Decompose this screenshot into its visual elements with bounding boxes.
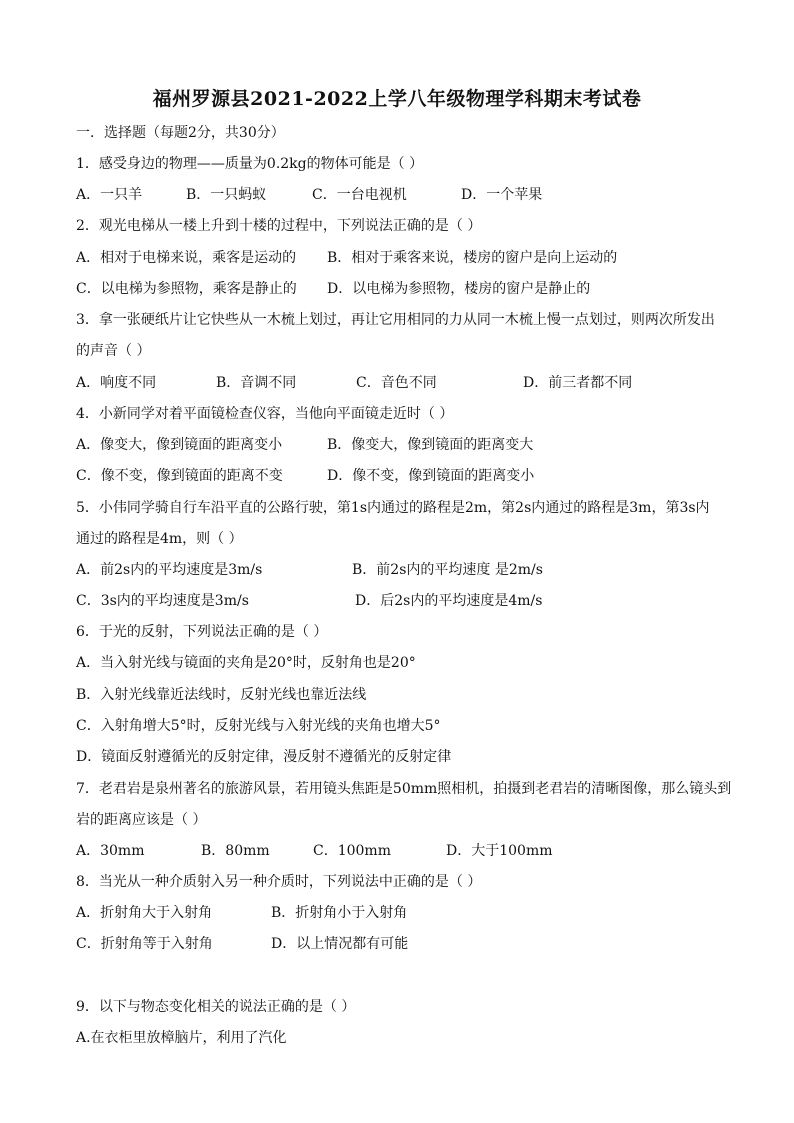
question-1-stem: 1．感受身边的物理——质量为0.2kg的物体可能是（ ） [76, 156, 424, 172]
question-5-stem-line-1: 5．小伟同学骑自行车沿平直的公路行驶，第1s内通过的路程是2m，第2s内通过的路程是3m，第3s内 [76, 500, 710, 516]
question-1-option-a[interactable]: A．一只羊 [76, 187, 143, 203]
question-2-option-b[interactable]: B．相对于乘客来说，楼房的窗户是向上运动的 [327, 250, 618, 266]
question-1-option-b[interactable]: B．一只蚂蚁 [186, 187, 267, 203]
question-7-option-c[interactable]: C．100mm [313, 843, 391, 859]
question-7-option-b[interactable]: B．80mm [201, 843, 270, 859]
question-2-stem: 2．观光电梯从一楼上升到十楼的过程中，下列说法正确的是（ ） [76, 218, 482, 234]
question-8-option-a[interactable]: A．折射角大于入射角 [76, 905, 213, 921]
question-3-stem-line-1: 3．拿一张硬纸片让它快些从一木梳上划过，再让它用相同的力从同一木梳上慢一点划过，则两次所发出 [76, 312, 715, 328]
question-3-option-b[interactable]: B．音调不同 [216, 375, 297, 391]
question-4-option-b[interactable]: B．像变大，像到镜面的距离变大 [327, 437, 534, 453]
question-4-option-c[interactable]: C．像不变，像到镜面的距离不变 [76, 468, 283, 484]
question-6-option-a[interactable]: A．当入射光线与镜面的夹角是20°时，反射角也是20° [76, 655, 416, 671]
question-9-option-a[interactable]: A.在衣柜里放樟脑片，利用了汽化 [76, 1030, 287, 1046]
question-5-stem-line-2: 通过的路程是4m，则（ ） [76, 531, 243, 547]
question-8-option-c[interactable]: C．折射角等于入射角 [76, 936, 213, 952]
question-4-option-d[interactable]: D．像不变，像到镜面的距离变小 [327, 468, 535, 484]
question-1-option-c[interactable]: C．一台电视机 [312, 187, 407, 203]
question-6-option-b[interactable]: B．入射光线靠近法线时，反射光线也靠近法线 [76, 687, 367, 703]
question-2-option-d[interactable]: D．以电梯为参照物，楼房的窗户是静止的 [327, 281, 591, 297]
question-5-option-b[interactable]: B．前2s内的平均速度 是2m/s [352, 562, 543, 578]
question-3-stem-line-2: 的声音（ ） [76, 343, 151, 359]
question-6-stem: 6．于光的反射，下列说法正确的是（ ） [76, 624, 328, 640]
question-3-option-d[interactable]: D．前三者都不同 [523, 375, 633, 391]
exam-title: 福州罗源县2021-2022上学八年级物理学科期末考试卷 [152, 88, 642, 110]
question-4-stem: 4．小新同学对着平面镜检查仪容，当他向平面镜走近时（ ） [76, 406, 454, 422]
question-8-stem: 8．当光从一种介质射入另一种介质时，下列说法中正确的是（ ） [76, 874, 482, 890]
question-6-option-c[interactable]: C．入射角增大5°时，反射光线与入射光线的夹角也增大5° [76, 718, 441, 734]
question-2-option-a[interactable]: A．相对于电梯来说，乘客是运动的 [76, 250, 297, 266]
question-7-stem-line-2: 岩的距离应该是（ ） [76, 812, 207, 828]
question-4-option-a[interactable]: A．像变大，像到镜面的距离变小 [76, 437, 283, 453]
question-5-option-a[interactable]: A．前2s内的平均速度是3m/s [76, 562, 263, 578]
question-2-option-c[interactable]: C．以电梯为参照物，乘客是静止的 [76, 281, 297, 297]
question-8-option-b[interactable]: B．折射角小于入射角 [271, 905, 408, 921]
question-3-option-a[interactable]: A．响度不同 [76, 375, 157, 391]
question-8-option-d[interactable]: D．以上情况都有可能 [271, 936, 409, 952]
question-9-stem: 9．以下与物态变化相关的说法正确的是（ ） [76, 999, 356, 1015]
question-7-stem-line-1: 7．老君岩是泉州著名的旅游风景，若用镜头焦距是50mm照相机，拍摄到老君岩的清晰图像，那么镜头到 [76, 781, 732, 797]
question-7-option-a[interactable]: A．30mm [76, 843, 145, 859]
question-7-option-d[interactable]: D．大于100mm [446, 843, 553, 859]
question-1-option-d[interactable]: D．一个苹果 [461, 187, 543, 203]
question-3-option-c[interactable]: C．音色不同 [356, 375, 437, 391]
question-5-option-c[interactable]: C．3s内的平均速度是3m/s [76, 593, 249, 609]
question-6-option-d[interactable]: D．镜面反射遵循光的反射定律，漫反射不遵循光的反射定律 [76, 749, 452, 765]
question-5-option-d[interactable]: D．后2s内的平均速度是4m/s [355, 593, 543, 609]
section-heading: 一．选择题（每题2分，共30分） [76, 125, 285, 141]
